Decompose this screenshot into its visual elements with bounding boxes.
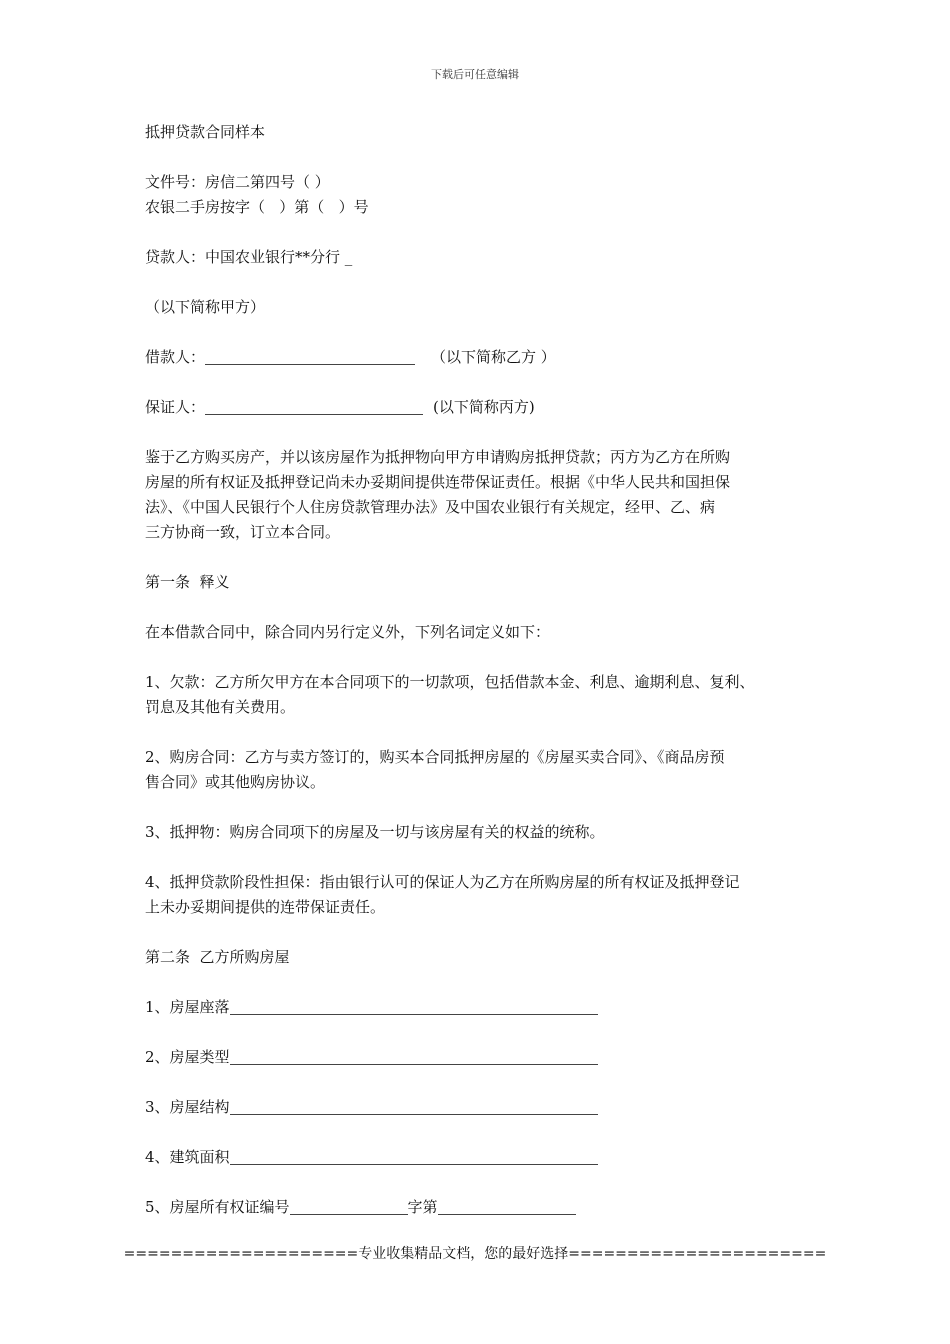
house-item-label: 3、房屋结构 bbox=[145, 1098, 230, 1116]
preamble-line: 法》、《中国人民银行个人住房贷款管理办法》及中国农业银行有关规定，经甲、乙、病 bbox=[145, 498, 716, 516]
preamble-line: 房屋的所有权证及抵押登记尚未办妥期间提供连带保证责任。根据《中华人民共和国担保 bbox=[145, 473, 731, 491]
article1-title: 第一条 释义 bbox=[145, 573, 230, 591]
definition-4: 4、抵押贷款阶段性担保：指由银行认可的保证人为乙方在所购房屋的所有权证及抵押登记 bbox=[145, 873, 740, 891]
file-number: 文件号：房信二第四号（ ） bbox=[145, 173, 330, 191]
house-item-label: 1、房屋座落 bbox=[145, 998, 230, 1016]
header-note: 下载后可任意编辑 bbox=[431, 68, 519, 81]
definition-1: 1、欠款：乙方所欠甲方在本合同项下的一切款项，包括借款本金、利息、逾期利息、复利、 bbox=[145, 673, 755, 691]
document-title: 抵押贷款合同样本 bbox=[145, 123, 266, 141]
article2-title: 第二条 乙方所购房屋 bbox=[145, 948, 290, 966]
preamble-line: 三方协商一致，订立本合同。 bbox=[145, 523, 341, 541]
certificate-blank-1[interactable] bbox=[290, 1196, 408, 1215]
lender-line: 贷款人：中国农业银行**分行 _ bbox=[145, 248, 353, 266]
borrower-label: 借款人： bbox=[145, 348, 206, 366]
borrower-line bbox=[145, 345, 825, 370]
house-item-blank[interactable] bbox=[230, 1046, 598, 1065]
definition-2: 售合同》或其他购房协议。 bbox=[145, 773, 326, 791]
lender-alias: （以下简称甲方） bbox=[145, 298, 266, 316]
definition-1: 罚息及其他有关费用。 bbox=[145, 698, 296, 716]
definition-2: 2、购房合同：乙方与卖方签订的，购买本合同抵押房屋的《房屋买卖合同》、《商品房预 bbox=[145, 748, 725, 766]
house-item bbox=[145, 1095, 825, 1120]
guarantor-line bbox=[145, 395, 825, 420]
guarantor-label: 保证人： bbox=[145, 398, 206, 416]
definition-3: 3、抵押物：购房合同项下的房屋及一切与该房屋有关的权益的统称。 bbox=[145, 823, 605, 841]
definition-4: 上未办妥期间提供的连带保证责任。 bbox=[145, 898, 386, 916]
certificate-label: 5、房屋所有权证编号 bbox=[145, 1198, 290, 1216]
certificate-mid: 字第 bbox=[407, 1198, 438, 1216]
article1-intro: 在本借款合同中，除合同内另行定义外，下列名词定义如下： bbox=[145, 623, 551, 641]
guarantor-blank[interactable] bbox=[205, 396, 423, 415]
house-item bbox=[145, 1145, 825, 1170]
house-item bbox=[145, 995, 825, 1020]
house-item-label: 2、房屋类型 bbox=[145, 1048, 230, 1066]
borrower-blank[interactable] bbox=[205, 346, 415, 365]
certificate-blank-2[interactable] bbox=[438, 1196, 576, 1215]
preamble-line: 鉴于乙方购买房产，并以该房屋作为抵押物向甲方申请购房抵押贷款；丙方为乙方在所购 bbox=[145, 448, 731, 466]
bank-number: 农银二手房按字（ ）第（ ）号 bbox=[145, 198, 369, 216]
guarantor-alias: (以下简称丙方) bbox=[433, 398, 535, 416]
certificate-line bbox=[145, 1195, 825, 1220]
house-item-blank[interactable] bbox=[230, 1146, 598, 1165]
borrower-alias: （以下简称乙方 ） bbox=[431, 348, 556, 366]
footer-banner: ====================专业收集精品文档，您的最好选择====================== bbox=[123, 1246, 827, 1262]
house-item-blank[interactable] bbox=[230, 1096, 598, 1115]
house-item-label: 4、建筑面积 bbox=[145, 1148, 230, 1166]
house-item bbox=[145, 1045, 825, 1070]
document-body bbox=[145, 120, 825, 1220]
house-item-blank[interactable] bbox=[230, 996, 598, 1015]
